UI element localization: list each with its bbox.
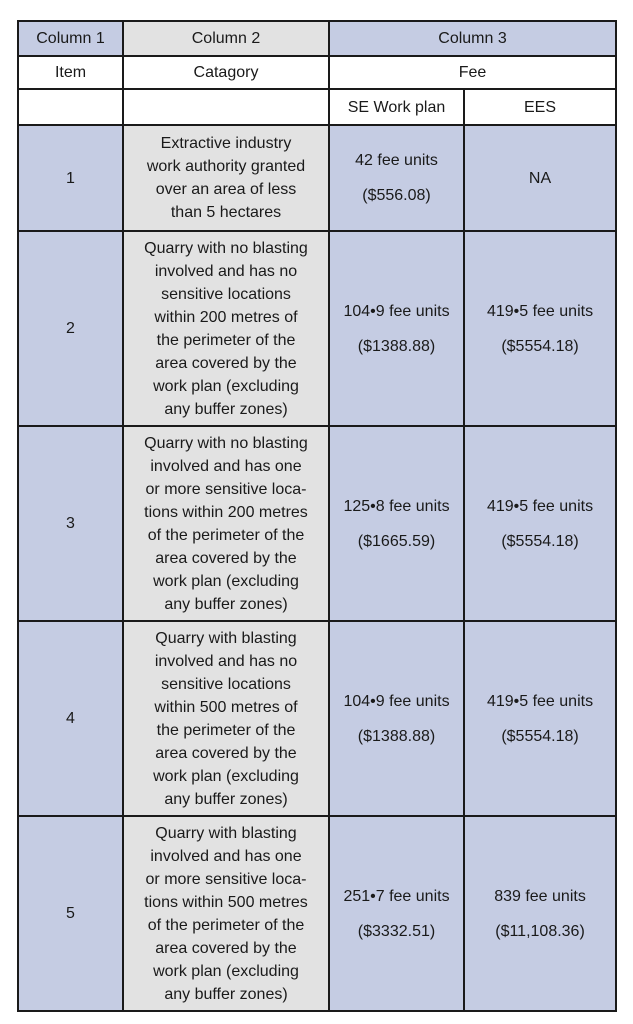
category-line: within 200 metres of (154, 308, 298, 326)
category-line: involved and has one (150, 457, 302, 475)
ees-fee-units: 419•5 fee units (486, 497, 594, 515)
category-line: any buffer zones) (164, 790, 288, 808)
category-line: tions within 500 metres (144, 893, 308, 911)
category-line: area covered by the (155, 549, 297, 567)
category-line: Extractive industry (160, 135, 292, 152)
category-line: area covered by the (155, 744, 297, 762)
category-line: work plan (excluding (153, 962, 299, 980)
item-number: 1 (18, 125, 123, 231)
category-line: or more sensitive loca- (145, 870, 307, 888)
category-line: involved and has no (154, 262, 298, 280)
se-fee-units: 104•9 fee units (343, 302, 450, 320)
ees-fee-cell (464, 621, 616, 816)
se-fee-cell (329, 125, 464, 231)
se-fee-amount: ($556.08) (362, 187, 431, 204)
header-row-columns (18, 21, 616, 56)
item-number: 3 (18, 426, 123, 621)
header-ees: EES (464, 89, 616, 125)
ees-fee-units: 839 fee units (494, 887, 586, 905)
category-line: Quarry with blasting (155, 629, 297, 647)
category-line: any buffer zones) (164, 595, 288, 613)
ees-fee-units: 419•5 fee units (486, 692, 594, 710)
se-fee-cell (329, 621, 464, 816)
header-column-2: Column 2 (123, 21, 329, 56)
category-line: over an area of less (155, 181, 297, 198)
category-line: than 5 hectares (170, 204, 282, 221)
category-line: the perimeter of the (156, 721, 296, 739)
category-line: work plan (excluding (153, 377, 299, 395)
category-line: sensitive locations (161, 675, 291, 693)
header-fee: Fee (329, 56, 616, 89)
item-number: 2 (18, 231, 123, 426)
category-line: any buffer zones) (164, 400, 288, 418)
ees-fee-cell: NA (464, 125, 616, 231)
category-line: Quarry with no blasting (144, 239, 308, 257)
header-se-work-plan: SE Work plan (329, 89, 464, 125)
category-cell (123, 816, 329, 1011)
category-line: work plan (excluding (153, 572, 299, 590)
se-fee-amount: ($1665.59) (357, 532, 436, 550)
header-empty-2 (123, 89, 329, 125)
category-line: Quarry with blasting (155, 824, 297, 842)
ees-fee-units: 419•5 fee units (486, 302, 594, 320)
header-column-3: Column 3 (329, 21, 616, 56)
se-fee-cell (329, 231, 464, 426)
category-line: of the perimeter of the (147, 526, 305, 544)
category-line: area covered by the (155, 354, 297, 372)
se-fee-units: 104•9 fee units (343, 692, 450, 710)
category-line: within 500 metres of (154, 698, 298, 716)
header-category: Catagory (123, 56, 329, 89)
ees-fee-cell (464, 426, 616, 621)
category-line: the perimeter of the (156, 331, 296, 349)
header-row-subtitles (18, 89, 616, 125)
category-line: work authority granted (146, 158, 306, 175)
ees-fee-cell (464, 231, 616, 426)
se-fee-units: 42 fee units (355, 152, 438, 169)
category-line: area covered by the (155, 939, 297, 957)
category-line: work plan (excluding (153, 767, 299, 785)
se-fee-cell (329, 426, 464, 621)
category-line: or more sensitive loca- (145, 480, 307, 498)
header-column-1: Column 1 (18, 21, 123, 56)
header-row-titles (18, 56, 616, 89)
table-row (18, 426, 616, 621)
category-line: tions within 200 metres (144, 503, 308, 521)
table-row (18, 816, 616, 1011)
se-fee-units: 251•7 fee units (343, 887, 450, 905)
se-fee-units: 125•8 fee units (343, 497, 450, 515)
ees-fee-amount: ($5554.18) (501, 727, 579, 745)
ees-fee-amount: ($11,108.36) (495, 922, 585, 940)
category-cell (123, 426, 329, 621)
table-row (18, 621, 616, 816)
ees-fee-cell (464, 816, 616, 1011)
se-fee-amount: ($1388.88) (357, 337, 436, 355)
fee-table (17, 20, 617, 1012)
se-fee-cell (329, 816, 464, 1011)
category-line: sensitive locations (161, 285, 291, 303)
category-line: any buffer zones) (164, 985, 288, 1003)
table-row (18, 231, 616, 426)
category-cell (123, 125, 329, 231)
table-row (18, 125, 616, 231)
category-line: involved and has no (154, 652, 298, 670)
se-fee-amount: ($1388.88) (357, 727, 436, 745)
item-number: 4 (18, 621, 123, 816)
header-item: Item (18, 56, 123, 89)
ees-fee-amount: ($5554.18) (501, 532, 579, 550)
header-empty-1 (18, 89, 123, 125)
category-line: of the perimeter of the (147, 916, 305, 934)
ees-fee-amount: ($5554.18) (501, 337, 579, 355)
item-number: 5 (18, 816, 123, 1011)
category-cell (123, 231, 329, 426)
category-cell (123, 621, 329, 816)
category-line: involved and has one (150, 847, 302, 865)
category-line: Quarry with no blasting (144, 434, 308, 452)
se-fee-amount: ($3332.51) (357, 922, 436, 940)
